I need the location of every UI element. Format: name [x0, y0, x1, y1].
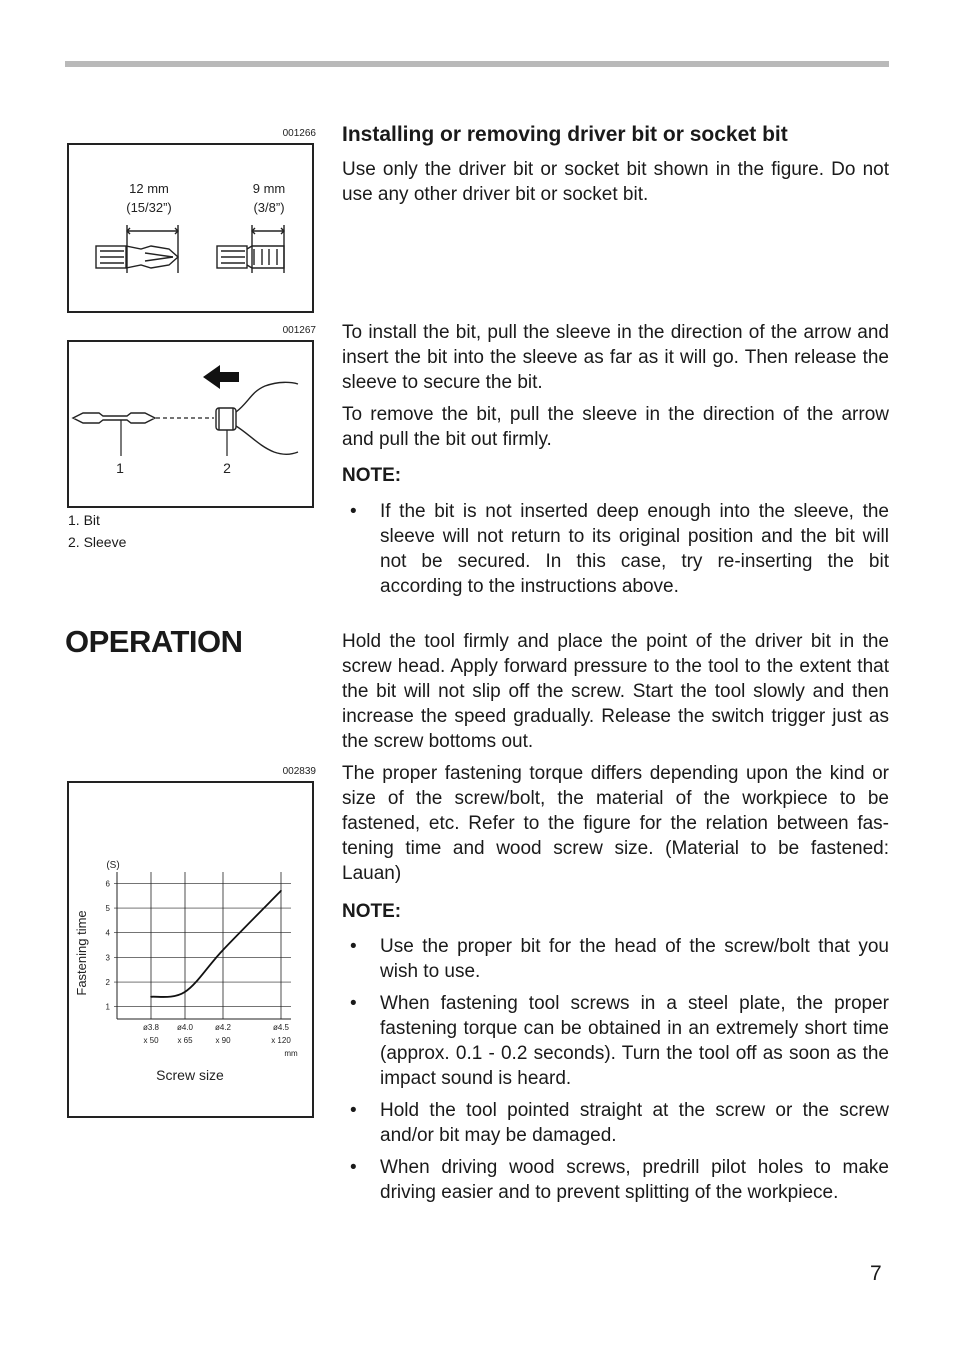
note-text: Hold the tool pointed straight at the screw or the screw and/or bit may be damaged.	[380, 1100, 889, 1146]
note-bullet	[342, 1098, 889, 1148]
figure-code: 002839	[282, 766, 316, 777]
bullet-marker: •	[350, 993, 357, 1014]
note-text: When driving wood screws, predrill pilot holes to make driving easier and to prevent splitting of the workpiece.	[380, 1157, 889, 1203]
y-axis-title: Fastening time	[74, 910, 89, 996]
x-tick-label: x 90	[215, 1036, 231, 1045]
figure-legend	[68, 509, 126, 553]
bit-install-drawing	[69, 342, 312, 506]
bit-a-dimension: 12 mm	[129, 181, 169, 196]
sleeve-icon	[216, 382, 298, 454]
bit-icon	[73, 413, 155, 423]
bullet-marker: •	[350, 936, 357, 957]
top-rule	[65, 61, 889, 67]
callout-2: 2	[223, 460, 231, 476]
chart-marks	[106, 872, 292, 1045]
fastening-time-chart	[69, 783, 312, 1116]
bit-sizes-drawing	[69, 145, 312, 311]
x-tick-label: x 50	[143, 1036, 159, 1045]
bit-b-dimension-inch: (3/8”)	[253, 200, 285, 215]
data-point	[222, 949, 224, 951]
note-bullet	[342, 1155, 889, 1205]
bullet-marker: •	[350, 1100, 357, 1121]
section-title: Installing or removing driver bit or socket bit	[342, 123, 788, 146]
paragraph: The proper fastening torque differs depending upon the kind or size of the screw/bolt, the material of the workpiece to be fastened, etc. Refer to the figure for the relation between fas-tening time and wood screw size. (Material to be fastened: Lauan)	[342, 763, 889, 884]
x-tick-label: x 120	[271, 1036, 291, 1045]
x-tick-label: ø3.8	[142, 1023, 160, 1032]
x-unit-label: mm	[284, 1049, 298, 1058]
phillips-bit-icon	[96, 225, 178, 273]
figure-code: 001266	[282, 128, 316, 139]
x-tick-label: ø4.0	[176, 1023, 194, 1032]
bit-b-dimension: 9 mm	[252, 181, 286, 196]
page-number: 7	[870, 1262, 882, 1285]
note-label: NOTE:	[342, 901, 402, 922]
left-arrow-icon	[203, 365, 239, 389]
legend-item-bit: 1. Bit	[68, 512, 100, 528]
bit-a-dimension-inch: (15/32”)	[126, 200, 172, 215]
y-tick-label: 2	[105, 978, 110, 988]
note-bullet	[342, 499, 889, 599]
paragraph: Hold the tool firmly and place the point of the driver bit in the screw head. Apply forward pressure to the tool to the extent that the bit will not slip off the screw. Start the tool slowly and then increase the speed gradually. Release the switch trigger just as the screw bottoms out.	[342, 631, 889, 752]
figure-bit-install	[67, 340, 314, 508]
x-tick-label: ø4.2	[214, 1023, 232, 1032]
section-heading-operation: OPERATION	[65, 624, 243, 659]
note-text: If the bit is not inserted deep enough into the sleeve, the sleeve will not return to its original position and the bit will not be secured. In this case, try re-inserting the bit according to the instructions above.	[380, 501, 889, 597]
x-axis-title: Screw size	[156, 1067, 224, 1083]
data-point	[150, 996, 152, 998]
y-tick-label: 6	[105, 879, 110, 889]
section-operation	[342, 629, 889, 1205]
y-tick-label: 3	[105, 953, 110, 963]
y-unit-label: (S)	[106, 860, 120, 871]
figure-code: 001267	[282, 325, 316, 336]
bullet-marker: •	[350, 1157, 357, 1178]
note-text: Use the proper bit for the head of the screw/bolt that you wish to use.	[380, 936, 889, 982]
section-installing-bit	[342, 122, 889, 207]
data-point	[184, 991, 186, 993]
series-line	[151, 891, 281, 997]
data-point	[280, 890, 282, 892]
note-bullet	[342, 991, 889, 1091]
y-tick-label: 5	[105, 904, 110, 914]
x-tick-label: x 65	[177, 1036, 193, 1045]
y-tick-label: 4	[105, 928, 110, 938]
note-bullet	[342, 934, 889, 984]
install-remove-instructions	[342, 320, 889, 599]
paragraph: Use only the driver bit or socket bit shown in the figure. Do not use any other driver bit or socket bit.	[342, 159, 889, 205]
note-text: When fastening tool screws in a steel plate, the proper fastening torque can be obtained in an extremely short time (approx. 0.1 - 0.2 seconds). Turn the tool off as soon as the impact sound is heard.	[380, 993, 889, 1089]
note-label: NOTE:	[342, 465, 402, 486]
y-tick-label: 1	[105, 1002, 110, 1012]
callout-1: 1	[116, 460, 124, 476]
paragraph: To install the bit, pull the sleeve in the direction of the arrow and insert the bit into the sleeve as far as it will go. Then release the sleeve to secure the bit.	[342, 322, 889, 393]
x-tick-label: ø4.5	[272, 1023, 290, 1032]
paragraph: To remove the bit, pull the sleeve in the direction of the arrow and pull the bit out firmly.	[342, 404, 889, 450]
socket-bit-icon	[217, 225, 284, 273]
figure-bit-sizes	[67, 143, 314, 313]
legend-item-sleeve: 2. Sleeve	[68, 534, 127, 550]
bullet-marker: •	[350, 501, 357, 522]
figure-fastening-chart	[67, 781, 314, 1118]
